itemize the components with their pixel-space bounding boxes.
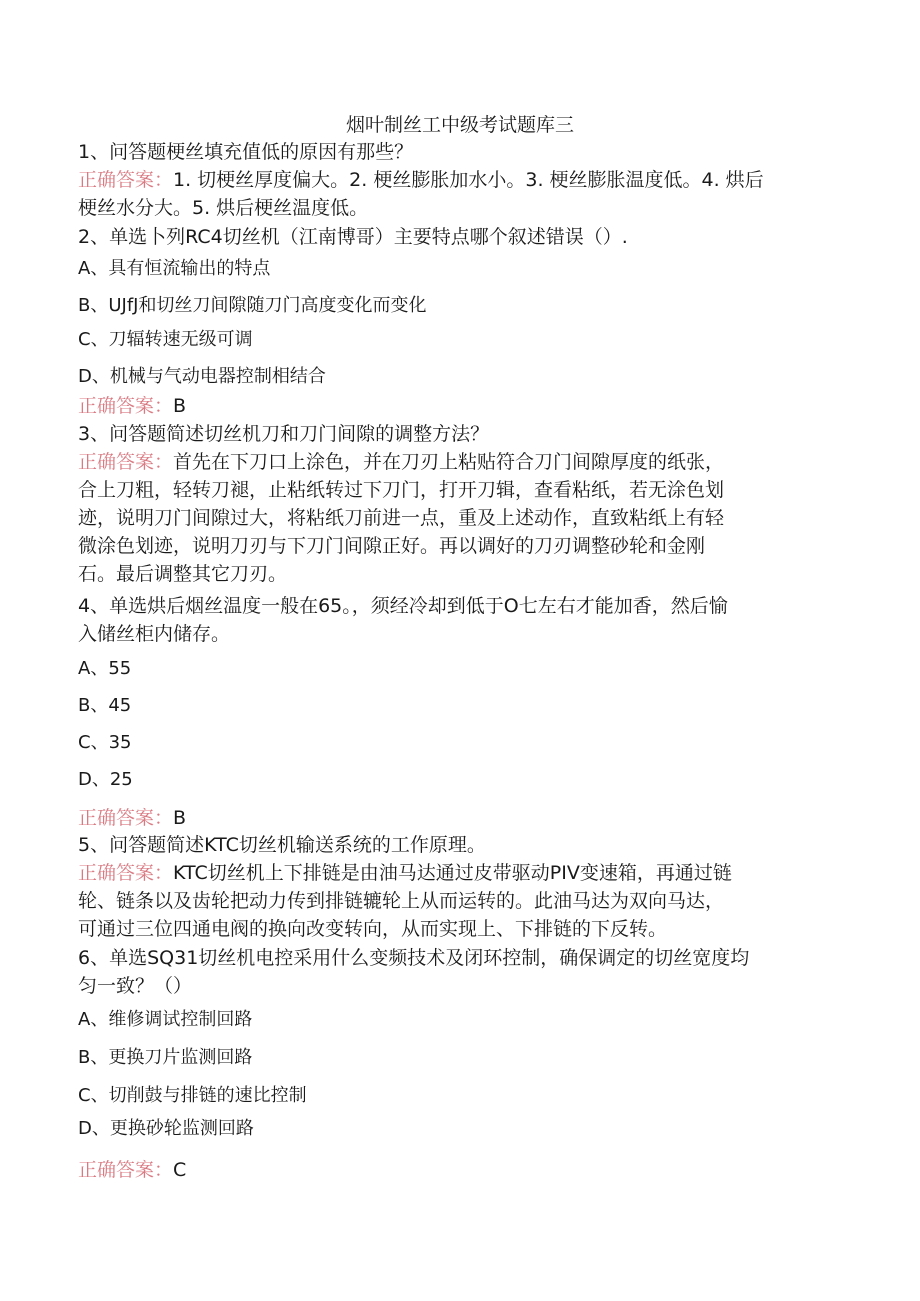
answer-label: 正确答案： bbox=[78, 451, 174, 473]
question-6-line-2: 匀一致？（） bbox=[78, 975, 193, 997]
answer-1-line-1 bbox=[78, 167, 764, 193]
answer-label: 正确答案： bbox=[78, 862, 174, 884]
answer-1-line-2: 梗丝水分大。5. 烘后梗丝温度低。 bbox=[78, 197, 369, 219]
answer-label: 正确答案： bbox=[78, 807, 174, 829]
answer-5-line-1 bbox=[78, 860, 732, 886]
question-4-line-1: 4、单选烘后烟丝温度一般在65。，须经冷却到低于O七左右才能加香，然后愉 bbox=[78, 595, 728, 617]
answer-3-line-3: 迹，说明刀门间隙过大，将粘纸刀前进一点，重及上述动作，直致粘纸上有轻 bbox=[78, 507, 725, 529]
question-4-line-2: 入储丝柜内储存。 bbox=[78, 623, 231, 645]
answer-5-line-3: 可通过三位四通电阀的换向改变转向，从而实现上、下排链的下反转。 bbox=[78, 918, 668, 940]
answer-text: 1. 切梗丝厚度偏大。2. 梗丝膨胀加水小。3. 梗丝膨胀温度低。4. 烘后 bbox=[173, 169, 764, 191]
question-4-option-b: B、45 bbox=[78, 695, 132, 716]
question-4-option-c: C、35 bbox=[78, 732, 132, 753]
answer-3-line-4: 微涂色划迹，说明刀刃与下刀门间隙正好。再以调好的刀刃调整砂轮和金刚 bbox=[78, 535, 706, 557]
answer-6 bbox=[78, 1157, 186, 1183]
answer-text: B bbox=[173, 395, 187, 417]
answer-2 bbox=[78, 393, 186, 419]
question-6-option-b: B、更换刀片监测回路 bbox=[78, 1047, 253, 1068]
answer-label: 正确答案： bbox=[78, 1159, 174, 1181]
answer-label: 正确答案： bbox=[78, 169, 174, 191]
question-6-option-c: C、切削鼓与排链的速比控制 bbox=[78, 1085, 307, 1106]
question-2-option-a: A、具有恒流输出的特点 bbox=[78, 258, 271, 279]
question-2-option-d: D、机械与气动电器控制相结合 bbox=[78, 366, 326, 387]
answer-text: 首先在下刀口上涂色，并在刀刃上粘贴符合刀门间隙厚度的纸张， bbox=[173, 451, 725, 473]
question-2-option-c: C、刀辐转速无级可调 bbox=[78, 329, 253, 350]
question-6-line-1: 6、单选SQ31切丝机电控采用什么变频技术及闭环控制，确保调定的切丝宽度均 bbox=[78, 947, 750, 969]
question-4-option-a: A、55 bbox=[78, 658, 132, 679]
answer-5-line-2: 轮、链条以及齿轮把动力传到排链辘轮上从而运转的。此油马达为双向马达， bbox=[78, 890, 725, 912]
answer-4 bbox=[78, 805, 186, 831]
question-2-option-b: B、UJfJ和切丝刀间隙随刀门高度变化而变化 bbox=[78, 295, 427, 316]
answer-text: C bbox=[173, 1159, 187, 1181]
page-title: 烟叶制丝工中级考试题库三 bbox=[345, 114, 574, 136]
answer-3-line-5: 石。最后调整其它刀刃。 bbox=[78, 563, 288, 585]
answer-label: 正确答案： bbox=[78, 395, 174, 417]
question-2: 2、单选卜列RC4切丝机（江南博哥）主要特点哪个叙述错误（）. bbox=[78, 226, 628, 248]
question-3: 3、问答题简述切丝机刀和刀门间隙的调整方法？ bbox=[78, 423, 490, 445]
question-4-option-d: D、25 bbox=[78, 769, 133, 790]
question-5: 5、问答题简述KTC切丝机输送系统的工作原理。 bbox=[78, 834, 486, 856]
answer-text: B bbox=[173, 807, 187, 829]
answer-3-line-1 bbox=[78, 449, 724, 475]
answer-3-line-2: 合上刀粗，轻转刀褪，止粘纸转过下刀门，打开刀辑，查看粘纸，若无涂色划 bbox=[78, 479, 725, 501]
question-1: 1、问答题梗丝填充值低的原因有那些？ bbox=[78, 141, 414, 163]
answer-text: KTC切丝机上下排链是由油马达通过皮带驱动PIV变速箱，再通过链 bbox=[173, 862, 732, 884]
question-6-option-d: D、更换砂轮监测回路 bbox=[78, 1118, 254, 1139]
question-6-option-a: A、维修调试控制回路 bbox=[78, 1009, 253, 1030]
